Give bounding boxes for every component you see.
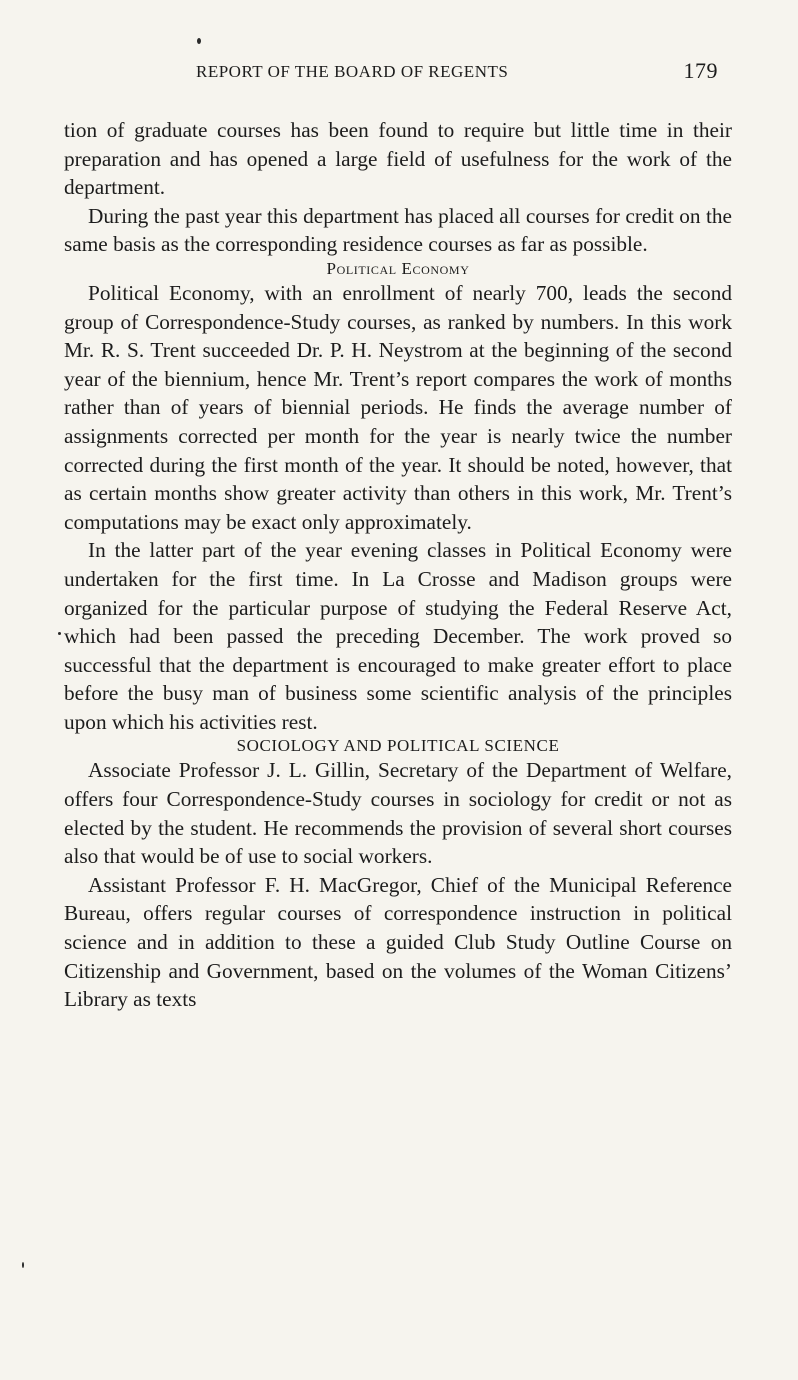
- paragraph: Associate Professor J. L. Gillin, Secretary of the Department of Welfare, offers four Correspondence-Study courses in sociology for credit or not as elected by the student. He recommends the provision of several short courses also that would be of use to social workers.: [64, 758, 732, 869]
- page-number: 179: [683, 58, 718, 83]
- paragraph: Political Economy, with an enrollment of nearly 700, leads the second group of Correspondence-Study courses, as ranked by numbers. In this work Mr. R. S. Trent succeeded Dr. P. H. Neystrom at the beginning of the second year of the biennium, hence Mr. Trent’s report compares the work of months rather than of years of biennial periods. He finds the average number of assignments corrected per month for the year is nearly twice the number corrected during the first month of the year. It should be noted, however, that as certain months show greater activity than others in this work, Mr. Trent’s computations may be exact only approximately.: [64, 280, 732, 534]
- ink-speck: [58, 632, 61, 635]
- paragraph: In the latter part of the year evening classes in Political Economy were undertaken for the first time. In La Crosse and Madison groups were organized for the particular purpose of studying the Federal Reserve Act, which had been passed the preceding December. The work proved so successful that the department is encouraged to make greater effort to place before the busy man of business some scientific analysis of the principles upon which his activities rest.: [64, 538, 732, 734]
- paragraph: Assistant Professor F. H. MacGregor, Chief of the Municipal Reference Bureau, offers regular courses of correspondence instruction in political science and in addition to these a guided Club Study Outline Course on Citizenship and Government, based on the volumes of the Woman Citizens’ Library as texts: [64, 872, 732, 1012]
- ink-speck: [197, 38, 201, 44]
- running-title: REPORT OF THE BOARD OF REGENTS: [196, 62, 509, 81]
- document-page: [64, 58, 732, 1014]
- section-heading-sociology: SOCIOLOGY AND POLITICAL SCIENCE: [236, 736, 560, 756]
- ink-speck: [22, 1262, 24, 1268]
- paragraph: During the past year this department has placed all courses for credit on the same basis as the corresponding residence courses as far as possible.: [64, 203, 732, 257]
- section-heading-political-economy: Political Economy: [326, 258, 470, 278]
- running-header: [64, 58, 732, 88]
- paragraph-continued: tion of graduate courses has been found to require but little time in their preparation and has opened a large field of usefulness for the work of the department.: [64, 118, 732, 200]
